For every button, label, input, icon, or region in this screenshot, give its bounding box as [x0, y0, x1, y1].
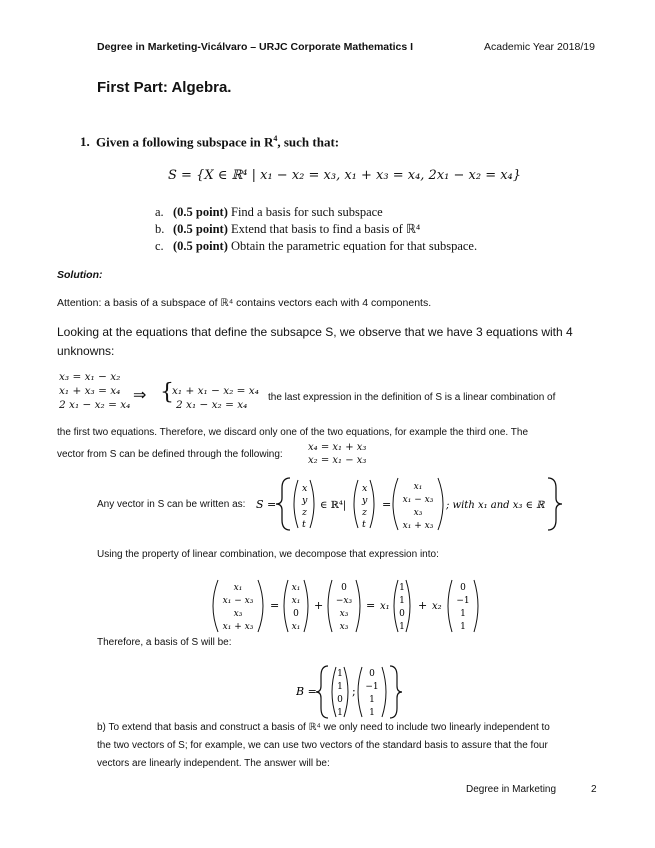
svg-text:0: 0	[460, 583, 466, 593]
svg-text:x₃: x₃	[339, 622, 349, 632]
solution-label: Solution:	[57, 269, 103, 281]
svg-text:x₂: x₂	[432, 601, 442, 612]
any-vector-text: Any vector in S can be written as:	[97, 499, 246, 510]
svg-text:x₃: x₃	[413, 508, 423, 518]
definitions: x₄ = x₁ + x₃ x₂ = x₁ − x₃	[308, 442, 367, 466]
svg-text:1: 1	[399, 596, 405, 606]
svg-text:S =: S =	[256, 498, 277, 511]
vector-from-text: vector from S can be defined through the following:	[57, 449, 283, 460]
page-number: 2	[591, 784, 597, 795]
page-title: First Part: Algebra.	[97, 79, 232, 96]
question-intro: Given a following subspace in $R^4$, such that:	[96, 134, 340, 150]
svg-text:t: t	[302, 519, 306, 530]
left-brace: {	[160, 380, 174, 405]
svg-text:−1: −1	[365, 682, 379, 692]
svg-text:=: =	[270, 599, 280, 612]
part-b-line-1: b) To extend that basis and construct a basis of ℝ⁴ we only need to include two linearly independent to	[97, 722, 550, 733]
svg-text:x₃: x₃	[339, 609, 349, 619]
svg-text:x₁: x₁	[413, 482, 423, 492]
using-property-text: Using the property of linear combination, we decompose that expression into:	[97, 549, 439, 560]
part-b-line-3: vectors are linearly independent. The answer will be:	[97, 758, 330, 769]
implies-symbol: ⇒	[133, 387, 147, 404]
svg-text:x₁: x₁	[291, 583, 301, 593]
svg-text:x: x	[302, 483, 308, 494]
header-right: Academic Year 2018/19	[484, 41, 595, 53]
svg-text:−1: −1	[456, 596, 470, 606]
svg-text:1: 1	[399, 622, 405, 632]
question-item-a: a. (0.5 point) Find a basis for such subspace	[155, 205, 383, 219]
question-items	[155, 204, 477, 255]
first-two-text: the first two equations. Therefore, we discard only one of the two equations, for example the third one. The	[57, 427, 529, 438]
svg-text:x₁ − x₃: x₁ − x₃	[402, 495, 434, 505]
decomposition-formula	[210, 577, 490, 635]
question-item-c: c. (0.5 point) Obtain the parametric equation for that subspace.	[155, 239, 478, 253]
svg-text:x: x	[362, 483, 368, 494]
svg-text:x₁: x₁	[291, 596, 301, 606]
part-b-line-2: the two vectors of S; for example, we can use two vectors of the standard basis to assure that the four	[97, 740, 548, 751]
svg-text:1: 1	[460, 609, 466, 619]
svg-text:1: 1	[337, 669, 343, 679]
svg-text:+: +	[314, 599, 324, 612]
looking-line-2: unknowns:	[57, 344, 115, 358]
svg-text:1: 1	[337, 708, 343, 718]
svg-text:x₁ + x₃: x₁ + x₃	[402, 521, 434, 531]
svg-text:0: 0	[341, 583, 347, 593]
svg-text:=: =	[382, 498, 392, 511]
svg-text:1: 1	[369, 708, 375, 718]
subspace-definition: S = {X ∈ ℝ⁴ | x₁ − x₂ = x₃, x₁ + x₃ = x₄, 2x₁ − x₂ = x₄}	[168, 168, 522, 183]
looking-line-1: Looking at the equations that define the subsapce S, we observe that we have 3 equations with 4	[57, 325, 573, 339]
svg-text:1: 1	[460, 622, 466, 632]
svg-text:−x₃: −x₃	[335, 596, 353, 606]
svg-text:;: ;	[352, 685, 356, 698]
svg-text:y: y	[362, 495, 368, 506]
svg-text:x₁ − x₃: x₁ − x₃	[222, 596, 254, 606]
svg-text:x₁: x₁	[233, 583, 243, 593]
svg-text:0: 0	[293, 609, 299, 619]
svg-text:x₁: x₁	[291, 622, 301, 632]
svg-text:t: t	[362, 519, 366, 530]
basis-formula	[296, 663, 406, 721]
footer-label: Degree in Marketing	[466, 784, 557, 795]
svg-text:x₁ + x₃: x₁ + x₃	[222, 622, 254, 632]
question-item-b: b. (0.5 point) Extend that basis to find a basis of ℝ⁴	[155, 222, 421, 236]
header-left: Degree in Marketing-Vicálvaro – URJC Corporate Mathematics I	[97, 41, 414, 53]
svg-text:B =: B =	[296, 685, 317, 698]
svg-text:0: 0	[399, 609, 405, 619]
svg-text:0: 0	[369, 669, 375, 679]
svg-text:1: 1	[369, 695, 375, 705]
therefore-basis-text: Therefore, a basis of S will be:	[97, 637, 232, 648]
attention-text: Attention: a basis of a subspace of ℝ⁴ contains vectors each with 4 components.	[57, 297, 432, 309]
svg-text:=: =	[366, 599, 376, 612]
svg-text:z: z	[362, 507, 368, 518]
svg-text:y: y	[302, 495, 308, 506]
last-expression-text: the last expression in the definition of S is a linear combination of	[268, 392, 556, 403]
svg-text:+: +	[418, 599, 428, 612]
equations-left: x₃ = x₁ − x₂ x₁ + x₃ = x₄ 2 x₁ − x₂ = x₄	[59, 371, 131, 411]
svg-text:x₁: x₁	[380, 601, 390, 612]
svg-text:1: 1	[337, 682, 343, 692]
equations-right: x₁ + x₁ − x₂ = x₄ 2 x₁ − x₂ = x₄	[172, 385, 259, 411]
svg-text:z: z	[302, 507, 308, 518]
svg-text:0: 0	[337, 695, 343, 705]
question-number: 1.	[80, 134, 90, 149]
svg-text:x₃: x₃	[233, 609, 243, 619]
svg-text:1: 1	[399, 583, 405, 593]
svg-text:; with x₁ and x₃ ∈ ℝ: ; with x₁ and x₃ ∈ ℝ	[446, 500, 545, 511]
s-set-formula	[254, 474, 564, 534]
svg-text:∈ ℝ⁴|: ∈ ℝ⁴|	[320, 500, 347, 511]
